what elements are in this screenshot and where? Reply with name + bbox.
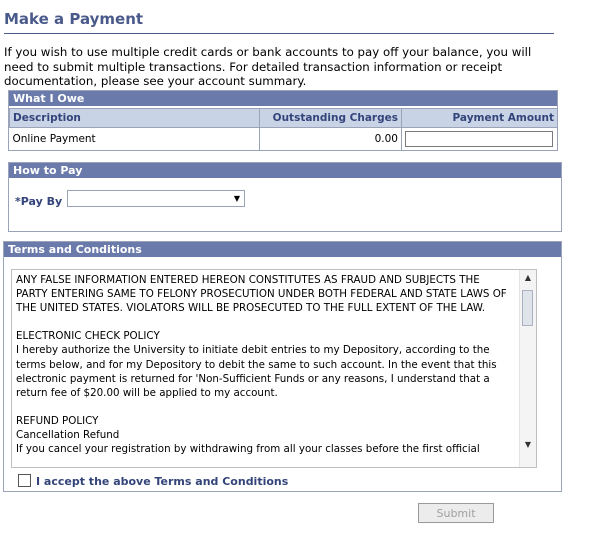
table-row [10,128,558,151]
terms-scrollbar[interactable] [519,270,536,467]
terms-paragraph: I hereby authorize the University to initiate debit entries to my Depository, according to the terms below, and for my Depository to debit the same to such account. In the event that this electronic payment is returned for 'Non-Sufficient Funds or any reasons, I understand that a return fee of $20.00 will be applied to my account. [16,344,497,399]
intro-text: If you wish to use multiple credit cards or bank accounts to pay off your balance, you will need to submit multiple transactions. For detailed transaction information or receipt documentation, please see your account summary. [4,45,532,88]
page-title: Make a Payment [4,10,144,28]
accept-terms-checkbox[interactable] [18,474,31,487]
how-to-pay-section [8,162,562,232]
terms-section [3,241,562,492]
how-to-pay-header: How to Pay [9,163,561,178]
accept-terms-row[interactable] [18,474,288,488]
scrollbar-thumb[interactable] [522,290,533,326]
terms-subheading: Cancellation Refund [16,429,120,442]
terms-heading: REFUND POLICY [16,414,99,427]
scroll-down-icon[interactable]: ▼ [524,440,532,449]
column-header-description: Description [10,109,260,128]
pay-by-select[interactable] [67,190,245,207]
row-outstanding: 0.00 [260,128,402,151]
terms-heading: ELECTRONIC CHECK POLICY [16,330,160,343]
accept-terms-label: I accept the above Terms and Conditions [36,475,289,488]
owe-table [9,108,558,150]
payment-amount-input[interactable] [405,131,553,147]
column-header-payment-amount: Payment Amount [402,109,558,128]
terms-paragraph: ANY FALSE INFORMATION ENTERED HEREON CONSTITUTES AS FRAUD AND SUBJECTS THE PARTY ENTERING SAME TO FELONY PROSECUTION UNDER BOTH FEDERAL AND STATE LAWS OF THE UNITED STATES. VIOLATORS WILL BE PROSECUTED TO THE FULL EXTENT OF THE LAW. [16,274,507,315]
submit-button[interactable]: Submit [418,503,494,523]
terms-textarea[interactable] [11,269,537,468]
what-i-owe-header: What I Owe [9,91,557,106]
title-divider [4,33,554,34]
terms-paragraph: If you cancel your registration by withdrawing from all your classes before the first official [16,443,480,456]
pay-by-label: *Pay By [15,195,63,208]
column-header-outstanding: Outstanding Charges [260,109,402,128]
terms-header: Terms and Conditions [4,242,561,257]
terms-text [16,273,514,456]
what-i-owe-section [8,90,558,151]
chevron-down-icon: ▼ [233,194,240,203]
scroll-up-icon[interactable]: ▲ [524,273,532,282]
row-description: Online Payment [10,128,260,151]
